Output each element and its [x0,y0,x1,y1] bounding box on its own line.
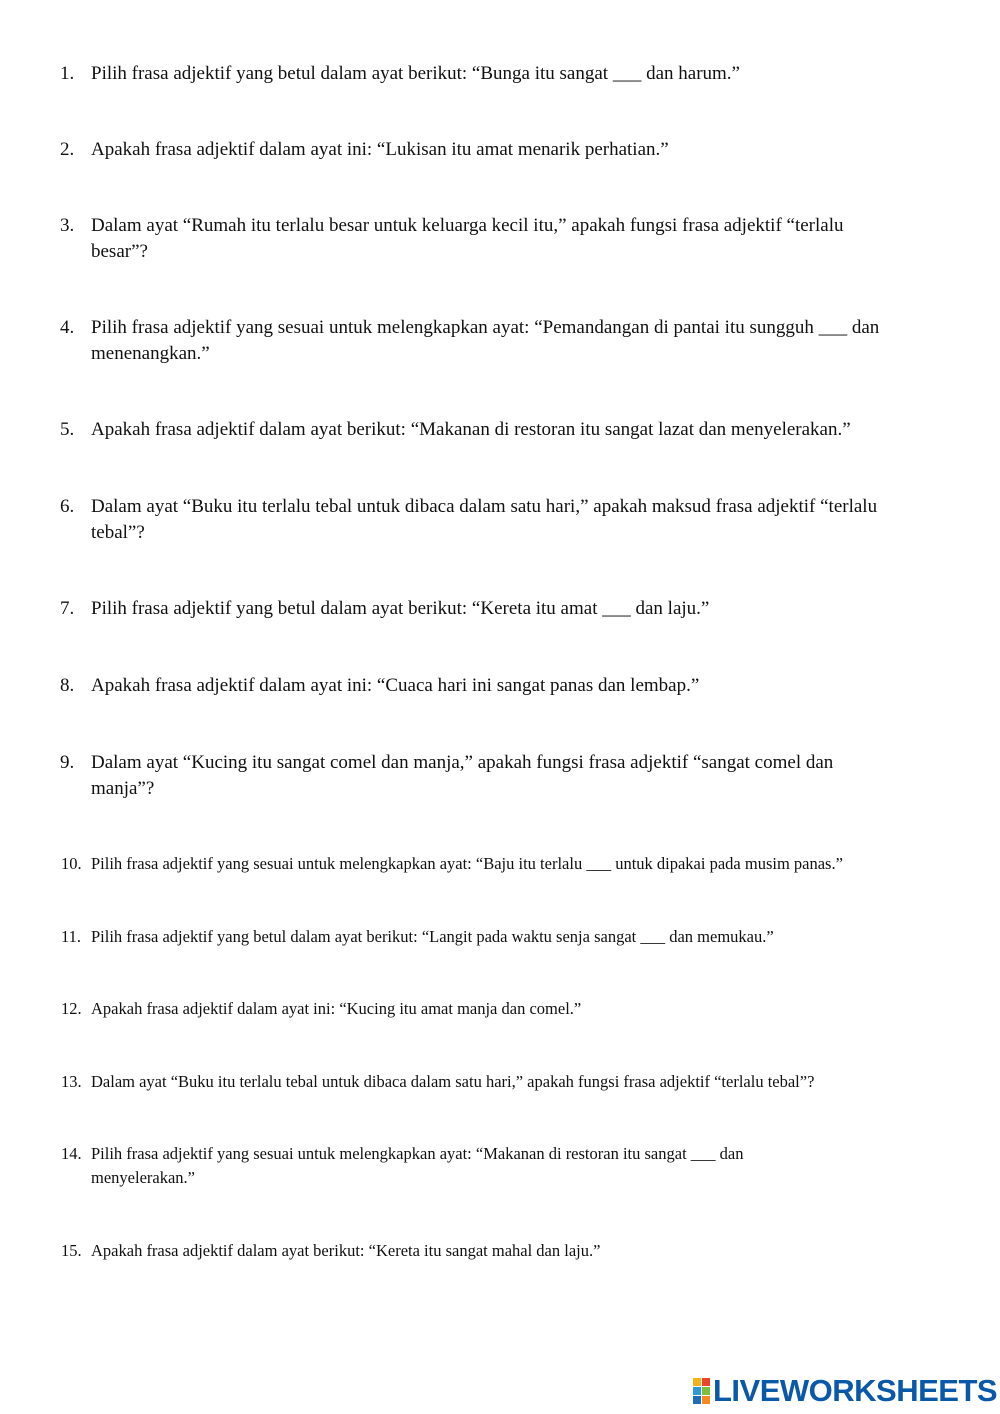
question-number: 3. [60,215,75,236]
question-text [91,925,941,949]
question-text [91,213,941,265]
question-number: 12. [61,999,82,1018]
question-text [91,1239,941,1263]
question-line: Pilih frasa adjektif yang sesuai untuk melengkapkan ayat: “Makanan di restoran itu sangat ___ dan [91,1144,744,1163]
question-line: menenangkan.” [91,343,210,364]
question-line: Pilih frasa adjektif yang betul dalam ayat berikut: “Kereta itu amat ___ dan laju.” [91,598,710,619]
question-text [91,596,941,622]
question-line: Dalam ayat “Rumah itu terlalu besar untuk keluarga kecil itu,” apakah fungsi frasa adjektif “terlalu [91,215,844,236]
question-line: Pilih frasa adjektif yang betul dalam ayat berikut: “Bunga itu sangat ___ dan harum.” [91,63,740,84]
question-line: Dalam ayat “Buku itu terlalu tebal untuk dibaca dalam satu hari,” apakah maksud frasa adjektif “terlalu [91,496,878,517]
question-number: 6. [60,496,75,517]
question-text [91,61,941,87]
question-line: tebal”? [91,522,145,543]
question-line: besar”? [91,241,148,262]
question-line: Apakah frasa adjektif dalam ayat ini: “Lukisan itu amat menarik perhatian.” [91,139,669,160]
question-text [91,417,941,443]
question-line: Apakah frasa adjektif dalam ayat ini: “Kucing itu amat manja dan comel.” [91,999,582,1018]
question-number: 11. [61,927,82,946]
question-number: 5. [60,419,75,440]
question-line: Apakah frasa adjektif dalam ayat berikut: “Makanan di restoran itu sangat lazat dan menyelerakan.” [91,419,851,440]
question-number: 15. [61,1241,82,1260]
question-number: 8. [60,675,75,696]
question-line: menyelerakan.” [91,1168,195,1187]
question-number: 4. [60,317,75,338]
liveworksheets-logo [693,1373,998,1408]
question-line: Pilih frasa adjektif yang sesuai untuk melengkapkan ayat: “Pemandangan di pantai itu sungguh ___ dan [91,317,880,338]
question-number: 1. [60,63,75,84]
question-text [91,315,941,367]
question-number: 13. [61,1072,82,1091]
question-line: Dalam ayat “Buku itu terlalu tebal untuk dibaca dalam satu hari,” apakah fungsi frasa adjektif “terlalu tebal”? [91,1072,815,1091]
question-line: Apakah frasa adjektif dalam ayat berikut: “Kereta itu sangat mahal dan laju.” [91,1241,601,1260]
question-line: Apakah frasa adjektif dalam ayat ini: “Cuaca hari ini sangat panas dan lembap.” [91,675,700,696]
liveworksheets-blocks-icon [693,1378,710,1404]
question-line: Pilih frasa adjektif yang betul dalam ayat berikut: “Langit pada waktu senja sangat ___ dan memukau.” [91,927,774,946]
question-text [91,673,941,699]
question-line: manja”? [91,778,155,799]
question-number: 9. [60,752,75,773]
question-number: 2. [60,139,75,160]
question-number: 14. [61,1144,82,1163]
question-line: Dalam ayat “Kucing itu sangat comel dan manja,” apakah fungsi frasa adjektif “sangat comel dan [91,752,834,773]
logo-wordmark: LIVEWORKSHEETS [713,1373,998,1408]
question-text [91,997,941,1021]
question-text [91,1070,941,1094]
question-number: 10. [61,854,82,873]
question-text [91,750,941,802]
question-text [91,852,941,876]
question-line: Pilih frasa adjektif yang sesuai untuk melengkapkan ayat: “Baju itu terlalu ___ untuk dipakai pada musim panas.” [91,854,843,873]
question-text [91,494,941,546]
question-text [91,137,941,163]
question-text [91,1142,941,1190]
question-number: 7. [60,598,75,619]
